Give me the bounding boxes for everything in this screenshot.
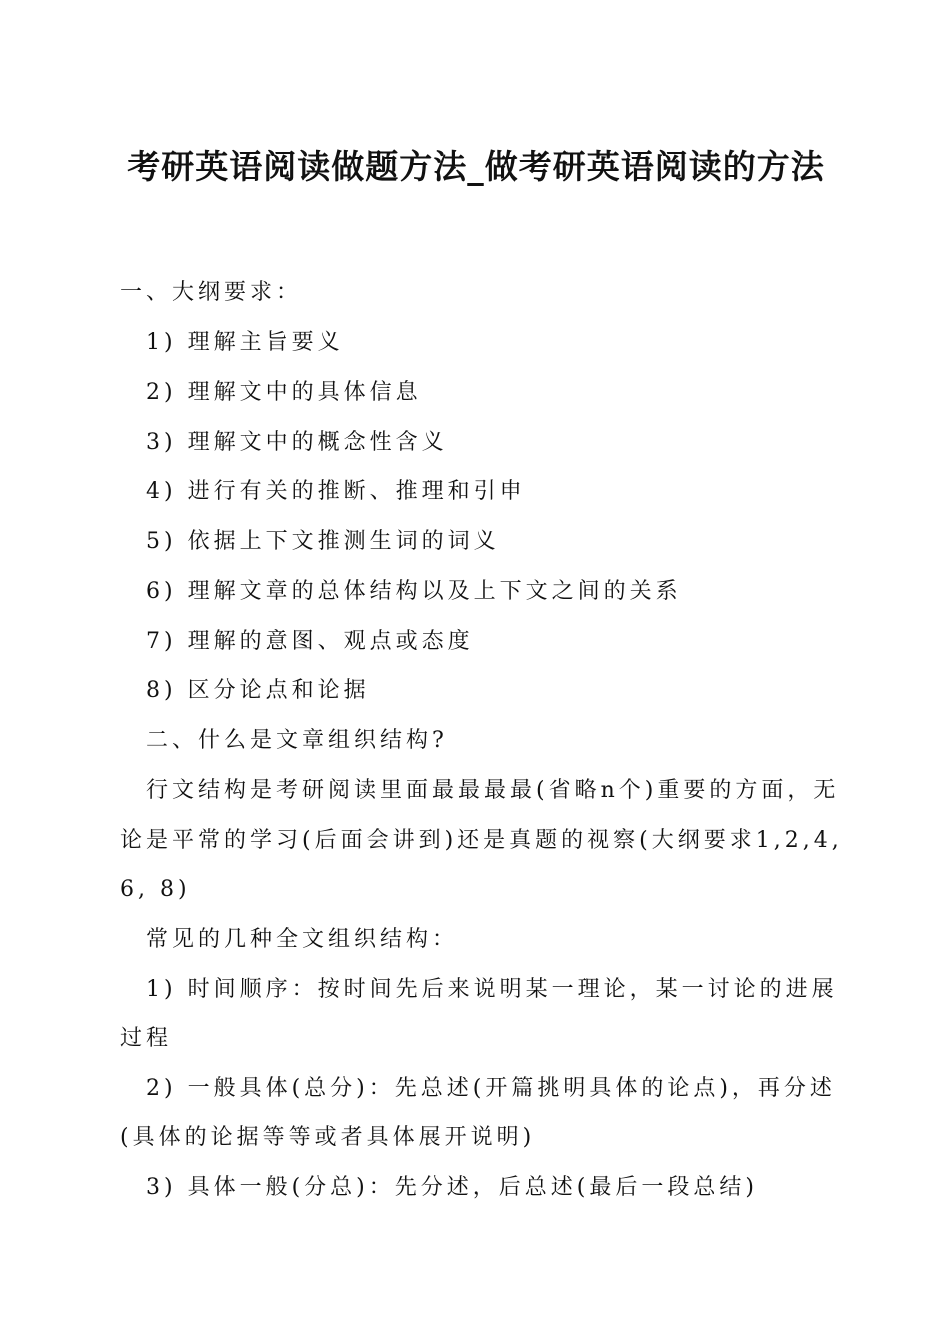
list-item: 2) 理解文中的具体信息 (146, 380, 422, 405)
list-item: 1) 时间顺序：按时间先后来说明某一理论，某一讨论的进展 (146, 977, 838, 1002)
list-item: 5) 依据上下文推测生词的词义 (146, 529, 500, 554)
list-item: 7) 理解的意图、观点或态度 (146, 629, 474, 654)
paragraph-line: 6, 8) (120, 877, 191, 902)
list-item: 1) 理解主旨要义 (146, 330, 344, 355)
heading-outline-requirements: 一、大纲要求： (120, 280, 303, 305)
document-title: 考研英语阅读做题方法_做考研英语阅读的方法 (127, 147, 825, 186)
list-item: 2) 一般具体(总分)：先总述(开篇挑明具体的论点)，再分述 (146, 1076, 836, 1101)
list-item: 3) 理解文中的概念性含义 (146, 430, 448, 455)
list-item: 6) 理解文章的总体结构以及上下文之间的关系 (146, 579, 682, 604)
list-item: 3) 具体一般(分总)：先分述，后总述(最后一段总结) (146, 1175, 758, 1200)
heading-structure-question: 二、什么是文章组织结构? (146, 728, 448, 753)
paragraph-line: 论是平常的学习(后面会讲到)还是真题的视察(大纲要求1,2,4, (120, 828, 843, 853)
paragraph-line: 行文结构是考研阅读里面最最最最(省略n个)重要的方面，无 (146, 778, 840, 803)
paragraph-line: 常见的几种全文组织结构： (146, 927, 459, 952)
list-item: 8) 区分论点和论据 (146, 678, 370, 703)
list-item-continuation: 过程 (120, 1026, 173, 1051)
list-item-continuation: (具体的论据等等或者具体展开说明) (120, 1125, 536, 1150)
list-item: 4) 进行有关的推断、推理和引申 (146, 479, 526, 504)
